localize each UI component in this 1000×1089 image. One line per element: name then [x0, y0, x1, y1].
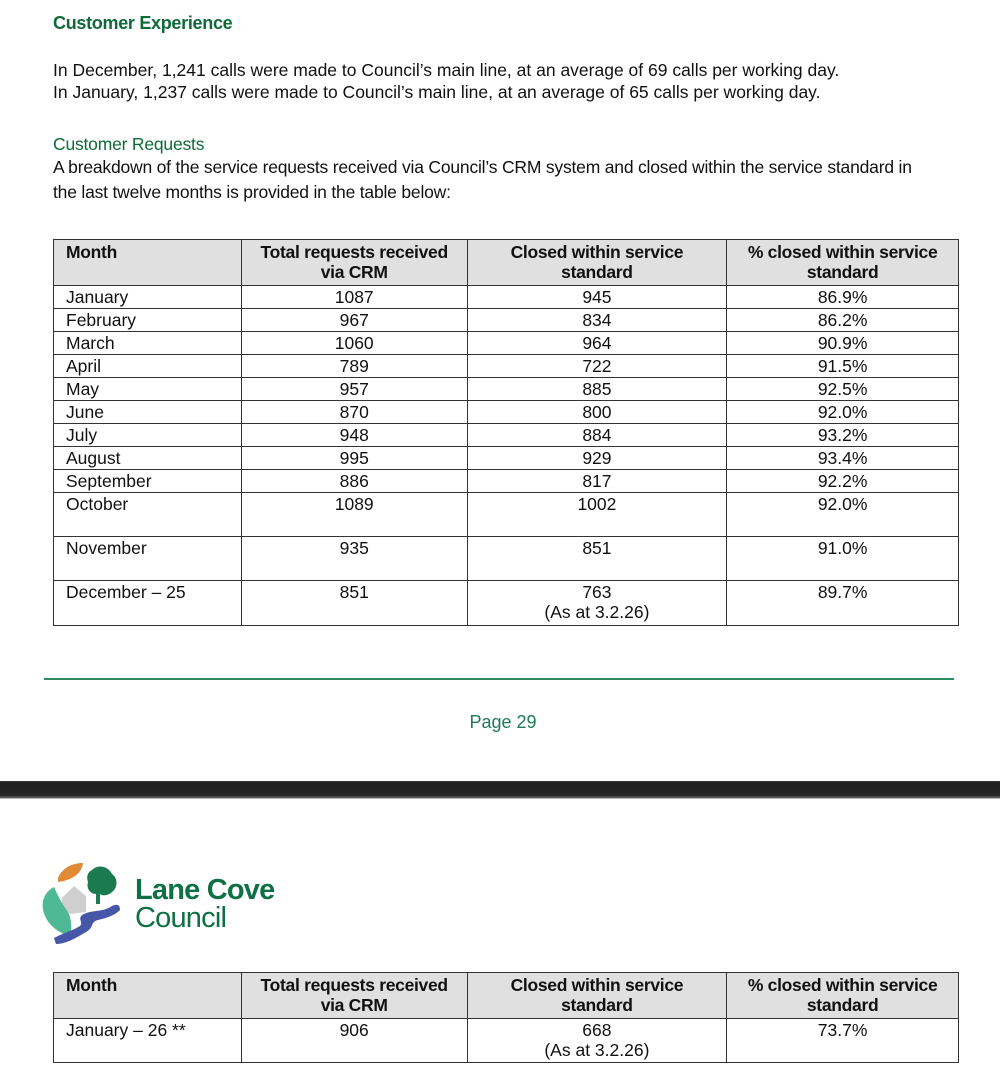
cell-closed-within-standard: [467, 581, 727, 626]
cell-closed-within-standard-value: 668: [582, 1020, 612, 1040]
cell-percent-closed: [727, 470, 959, 493]
cell-total-requests-value: 948: [339, 425, 369, 445]
header-percent-closed: % closed within service standard: [727, 973, 959, 1019]
cell-total-requests: [241, 401, 467, 424]
header-closed-within-standard: Closed within service standard: [467, 240, 727, 286]
cell-percent-closed-value: 90.9%: [817, 333, 868, 353]
cell-total-requests-value: 957: [339, 379, 369, 399]
cell-month: [54, 581, 242, 626]
cell-closed-within-standard-value: 929: [582, 448, 612, 468]
cell-month: [54, 537, 242, 581]
cell-percent-closed: [727, 355, 959, 378]
cell-month-value: December – 25: [66, 582, 186, 602]
cell-month-value: January: [66, 287, 129, 307]
cell-total-requests-value: 1087: [334, 287, 374, 307]
cell-percent-closed-value: 93.2%: [817, 425, 868, 445]
cell-percent-closed-value: 91.5%: [817, 356, 868, 376]
cell-closed-within-standard: [467, 470, 727, 493]
cell-total-requests: [241, 309, 467, 332]
cell-month-value: August: [66, 448, 121, 468]
cell-month-value: October: [66, 494, 129, 514]
cell-total-requests: [241, 581, 467, 626]
cell-closed-within-standard-value: 1002: [577, 494, 617, 514]
council-name: [135, 876, 274, 932]
cell-month-value: January – 26 **: [66, 1020, 186, 1040]
cell-total-requests-value: 967: [339, 310, 369, 330]
cell-closed-within-standard-value: 763: [582, 582, 612, 602]
crm-requests-january-table: [53, 972, 959, 1063]
header-total-requests: Total requests received via CRM: [241, 240, 467, 286]
cell-total-requests: [241, 424, 467, 447]
cell-month-value: March: [66, 333, 115, 353]
cell-month: [54, 493, 242, 537]
cell-percent-closed-value: 89.7%: [817, 582, 868, 602]
intro-paragraph: A breakdown of the service requests received via Council’s CRM system and closed within the service standard in the last twelve months is provided in the table below:: [53, 157, 912, 202]
council-name-line1: Lane Cove: [135, 874, 275, 906]
table-row: [54, 470, 959, 493]
cell-closed-within-standard: [467, 493, 727, 537]
table-row: [54, 537, 959, 581]
table-header-row: [54, 240, 959, 286]
cell-closed-within-standard-value: 964: [582, 333, 612, 353]
cell-total-requests: [241, 286, 467, 309]
section-title: Customer Experience: [53, 13, 233, 33]
table-row: [54, 424, 959, 447]
cell-month: [54, 447, 242, 470]
cell-closed-within-standard-value: 800: [582, 402, 612, 422]
cell-month-value: May: [66, 379, 100, 399]
cell-percent-closed-value: 73.7%: [817, 1020, 868, 1040]
cell-closed-within-standard-value: 834: [582, 310, 612, 330]
cell-month-value: April: [66, 356, 102, 376]
cell-total-requests: [241, 470, 467, 493]
cell-closed-within-standard: [467, 424, 727, 447]
cell-total-requests: [241, 537, 467, 581]
table-row: [54, 401, 959, 424]
header-percent-closed: % closed within service standard: [727, 240, 959, 286]
cell-closed-within-standard: [467, 447, 727, 470]
calls-january-text: In January, 1,237 calls were made to Council’s main line, at an average of 65 calls per working day.: [53, 82, 821, 102]
cell-closed-within-standard: [467, 378, 727, 401]
cell-total-requests-value: 789: [339, 356, 369, 376]
cell-month: [54, 332, 242, 355]
cell-closed-within-standard-value: 817: [582, 471, 612, 491]
cell-month: [54, 309, 242, 332]
table-header-row: [54, 973, 959, 1019]
cell-percent-closed-value: 86.2%: [817, 310, 868, 330]
cell-total-requests: [241, 447, 467, 470]
cell-closed-within-standard: [467, 332, 727, 355]
header-closed-within-standard: Closed within service standard: [467, 973, 727, 1019]
cell-closed-within-standard: [467, 355, 727, 378]
page-number: Page 29: [469, 712, 537, 732]
cell-month: [54, 378, 242, 401]
cell-percent-closed-value: 92.2%: [817, 471, 868, 491]
cell-total-requests-value: 935: [339, 538, 369, 558]
cell-percent-closed: [727, 447, 959, 470]
cell-total-requests-value: 906: [339, 1020, 369, 1040]
cell-percent-closed: [727, 1019, 959, 1063]
cell-closed-within-standard: [467, 309, 727, 332]
cell-percent-closed-value: 86.9%: [817, 287, 868, 307]
header-month: Month: [54, 240, 242, 286]
cell-percent-closed-value: 91.0%: [817, 538, 868, 558]
cell-percent-closed: [727, 493, 959, 537]
cell-total-requests: [241, 378, 467, 401]
as-at-note: (As at 3.2.26): [544, 602, 650, 622]
cell-total-requests-value: 1089: [334, 494, 374, 514]
cell-percent-closed: [727, 286, 959, 309]
cell-month: [54, 424, 242, 447]
table-row: [54, 332, 959, 355]
cell-percent-closed-value: 92.5%: [817, 379, 868, 399]
cell-total-requests: [241, 355, 467, 378]
cell-percent-closed: [727, 424, 959, 447]
crm-requests-table: [53, 239, 959, 626]
cell-month: [54, 355, 242, 378]
cell-percent-closed-value: 92.0%: [817, 494, 868, 514]
cell-percent-closed-value: 92.0%: [817, 402, 868, 422]
header-month: Month: [54, 973, 242, 1019]
cell-closed-within-standard-value: 851: [582, 538, 612, 558]
cell-month-value: September: [66, 471, 152, 491]
cell-total-requests-value: 886: [339, 471, 369, 491]
cell-total-requests-value: 851: [339, 582, 369, 602]
calls-december-text: In December, 1,241 calls were made to Council’s main line, at an average of 69 calls per working day.: [53, 60, 840, 80]
table-row: [54, 286, 959, 309]
footer-rule: [44, 678, 954, 680]
cell-total-requests: [241, 493, 467, 537]
cell-month-value: February: [66, 310, 137, 330]
cell-total-requests-value: 995: [339, 448, 369, 468]
cell-closed-within-standard-value: 885: [582, 379, 612, 399]
cell-percent-closed: [727, 537, 959, 581]
cell-month: [54, 401, 242, 424]
cell-total-requests-value: 1060: [334, 333, 374, 353]
table-row: [54, 309, 959, 332]
cell-total-requests-value: 870: [339, 402, 369, 422]
cell-total-requests: [241, 1019, 467, 1063]
header-total-requests: Total requests received via CRM: [241, 973, 467, 1019]
table-row: [54, 1019, 959, 1063]
table-row: [54, 581, 959, 626]
table-row: [54, 355, 959, 378]
cell-month: [54, 286, 242, 309]
cell-month-value: July: [66, 425, 98, 445]
cell-month-value: November: [66, 538, 147, 558]
cell-percent-closed: [727, 401, 959, 424]
table-row: [54, 493, 959, 537]
cell-percent-closed: [727, 309, 959, 332]
cell-closed-within-standard: [467, 537, 727, 581]
cell-month: [54, 1019, 242, 1063]
council-name-line2: Council: [135, 902, 227, 934]
table-row: [54, 447, 959, 470]
cell-closed-within-standard: [467, 286, 727, 309]
as-at-note: (As at 3.2.26): [544, 1040, 650, 1060]
cell-percent-closed: [727, 581, 959, 626]
logo-tree-shape: [87, 867, 116, 904]
cell-closed-within-standard: [467, 1019, 727, 1063]
cell-closed-within-standard: [467, 401, 727, 424]
cell-percent-closed-value: 93.4%: [817, 448, 868, 468]
subsection-title: Customer Requests: [53, 134, 205, 154]
cell-closed-within-standard-value: 945: [582, 287, 612, 307]
table-row: [54, 378, 959, 401]
logo-sun-shape: [58, 863, 83, 882]
lane-cove-council-logo-icon: [40, 860, 135, 945]
cell-percent-closed: [727, 378, 959, 401]
cell-percent-closed: [727, 332, 959, 355]
cell-closed-within-standard-value: 884: [582, 425, 612, 445]
cell-month: [54, 470, 242, 493]
cell-total-requests: [241, 332, 467, 355]
cell-month-value: June: [66, 402, 104, 422]
cell-closed-within-standard-value: 722: [582, 356, 612, 376]
page-separator: [0, 781, 1000, 799]
